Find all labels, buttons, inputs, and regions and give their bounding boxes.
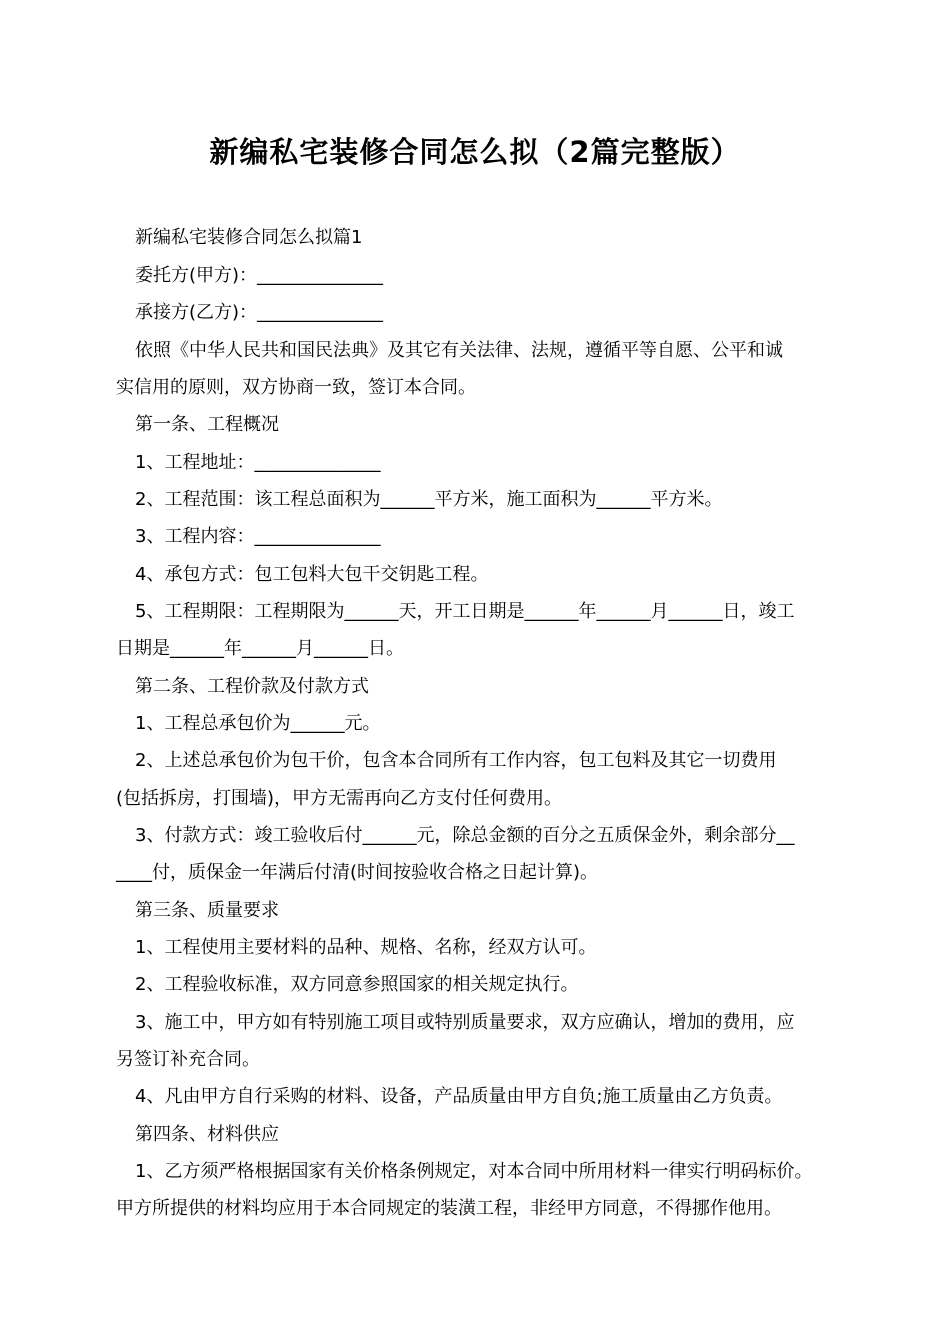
clause-line: 4、凡由甲方自行采购的材料、设备，产品质量由甲方自负;施工质量由乙方负责。 — [135, 1086, 783, 1107]
clause-line: 1、工程使用主要材料的品种、规格、名称，经双方认可。 — [135, 937, 597, 958]
clause-line: 4、承包方式：包工包料大包干交钥匙工程。 — [135, 564, 489, 585]
clause-line: 1、工程总承包价为______元。 — [135, 713, 381, 734]
article-2-heading: 第二条、工程价款及付款方式 — [135, 676, 369, 697]
party-b-line: 承接方(乙方)：______________ — [135, 302, 384, 323]
clause-line: ____付，质保金一年满后付清(时间按验收合格之日起计算)。 — [116, 862, 599, 883]
clause-line: 甲方所提供的材料均应用于本合同规定的装潢工程，非经甲方同意，不得挪作他用。 — [116, 1198, 782, 1219]
clause-line: 3、付款方式：竣工验收后付______元，除总金额的百分之五质保金外，剩余部分__ — [135, 825, 795, 846]
preamble-line-1: 依照《中华人民共和国民法典》及其它有关法律、法规，遵循平等自愿、公平和诚 — [135, 340, 783, 361]
clause-line: 5、工程期限：工程期限为______天，开工日期是______年______月______日，竣工 — [135, 601, 795, 622]
clause-line: 1、乙方须严格根据国家有关价格条例规定，对本合同中所用材料一律实行明码标价。 — [135, 1161, 813, 1182]
section-heading-part1: 新编私宅装修合同怎么拟篇1 — [135, 227, 363, 248]
document-title: 新编私宅装修合同怎么拟（2篇完整版） — [209, 135, 741, 169]
clause-line: (包括拆房，打围墙)，甲方无需再向乙方支付任何费用。 — [116, 788, 563, 809]
clause-line: 3、工程内容：______________ — [135, 526, 381, 547]
article-4-heading: 第四条、材料供应 — [135, 1124, 279, 1145]
clause-line: 1、工程地址：______________ — [135, 452, 381, 473]
clause-line: 日期是______年______月______日。 — [116, 638, 404, 659]
clause-line: 2、上述总承包价为包干价，包含本合同所有工作内容，包工包料及其它一切费用 — [135, 750, 777, 771]
clause-line: 另签订补充合同。 — [116, 1049, 260, 1070]
clause-line: 2、工程验收标准，双方同意参照国家的相关规定执行。 — [135, 974, 579, 995]
party-a-line: 委托方(甲方)：______________ — [135, 265, 384, 286]
clause-line: 3、施工中，甲方如有特别施工项目或特别质量要求，双方应确认，增加的费用，应 — [135, 1012, 795, 1033]
article-1-heading: 第一条、工程概况 — [135, 414, 279, 435]
clause-line: 2、工程范围：该工程总面积为______平方米，施工面积为______平方米。 — [135, 489, 723, 510]
preamble-line-2: 实信用的原则，双方协商一致，签订本合同。 — [116, 377, 476, 398]
article-3-heading: 第三条、质量要求 — [135, 900, 279, 921]
